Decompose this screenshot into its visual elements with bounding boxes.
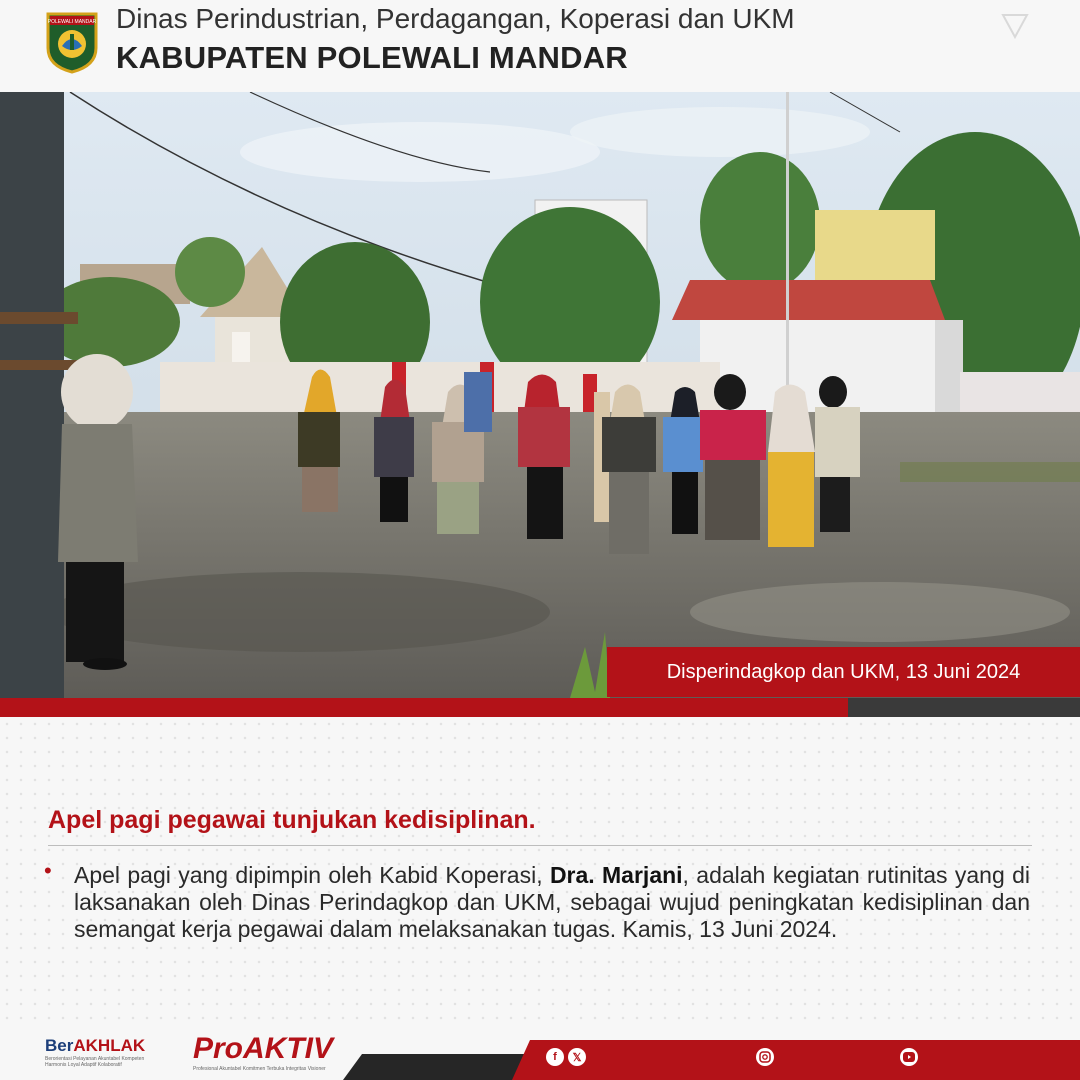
footer-band bbox=[0, 1022, 1080, 1080]
leader-name: Dra. Marjani bbox=[549, 862, 683, 888]
berakhlak-logo bbox=[45, 1036, 145, 1068]
agency-name: Dinas Perindustrian, Perdagangan, Koperasi dan UKM bbox=[116, 3, 795, 34]
accent-stripe-red bbox=[0, 698, 848, 717]
berakhlak-tagline-1: Berorientasi Pelayanan Akuntabel Kompeten bbox=[45, 1056, 145, 1062]
article-headline: Apel pagi pegawai tunjukan kedisiplinan. bbox=[48, 806, 536, 834]
regency-name: KABUPATEN POLEWALI MANDAR bbox=[116, 40, 628, 75]
proaktiv-tagline: Profesional Akuntabel Komitmen Terbuka Integritas Visioner bbox=[193, 1066, 326, 1072]
paragraph-text-start: Apel pagi yang dipimpin oleh Kabid Koperasi, bbox=[74, 862, 550, 888]
regency-emblem-icon bbox=[44, 10, 100, 74]
proaktiv-wordmark: ProAKTIV bbox=[193, 1032, 334, 1065]
proaktiv-logo bbox=[193, 1032, 333, 1072]
x-icon[interactable]: 𝕏 bbox=[568, 1048, 586, 1066]
svg-text:POLEWALI MANDAR: POLEWALI MANDAR bbox=[47, 19, 97, 25]
facebook-icon[interactable]: f bbox=[546, 1048, 564, 1066]
youtube-icon[interactable] bbox=[900, 1048, 918, 1066]
berakhlak-tagline-2: Harmonis Loyal Adaptif Kolaboratif bbox=[45, 1062, 122, 1068]
triangle-down-icon bbox=[1000, 12, 1030, 40]
instagram-icon[interactable] bbox=[756, 1048, 774, 1066]
footer bbox=[0, 1022, 1080, 1080]
berakhlak-wordmark: BerAKHLAK bbox=[45, 1036, 146, 1055]
photo-caption: Disperindagkop dan UKM, 13 Juni 2024 bbox=[607, 647, 1080, 697]
header bbox=[0, 0, 1080, 92]
event-photo bbox=[0, 92, 1080, 698]
article-paragraph bbox=[74, 862, 1030, 943]
accent-stripe-dark bbox=[848, 698, 1080, 717]
headline-divider bbox=[48, 845, 1032, 846]
paragraph-text-end: , adalah kegiatan rutinitas yang di laksanakan oleh Dinas Perindagkop dan UKM, sebagai wujud peningkatan kedisiplinan dan semangat kerja pegawai dalam melaksanakan tugas. Kamis, 13 Juni 2024. bbox=[74, 862, 1030, 942]
morning-assembly-photo bbox=[0, 92, 1080, 698]
bullet-marker: • bbox=[44, 858, 52, 883]
